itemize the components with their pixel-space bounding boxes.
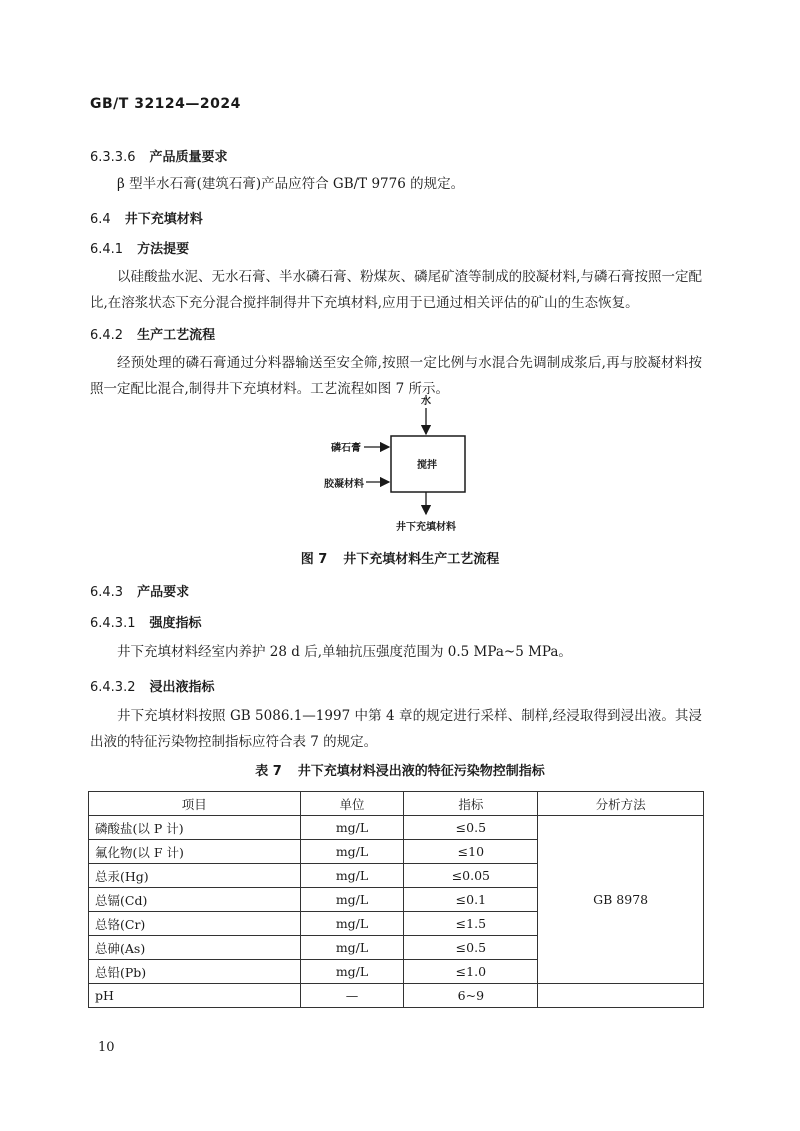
cell-item: 总铬(Cr) [89,912,301,936]
cell-unit: mg/L [300,816,404,840]
paragraph-6-4-3-1: 井下充填材料经室内养护 28 d 后,单轴抗压强度范围为 0.5 MPa~5 MPa。 [117,644,572,660]
cell-item: 氟化物(以 F 计) [89,840,301,864]
table-header-row [89,792,704,816]
pollutant-limits-table [88,791,704,1008]
standard-code: GB/T 32124—2024 [90,96,241,112]
section-number: 6.4.3.1 [90,616,136,631]
section-title: 产品质量要求 [149,150,228,165]
cell-unit: mg/L [300,864,404,888]
section-title: 井下充填材料 [124,212,203,227]
section-number: 6.4.2 [90,328,124,343]
cell-unit: mg/L [300,840,404,864]
cell-item: pH [89,984,301,1008]
page-number: 10 [98,1040,115,1055]
table-number: 表 7 [255,764,282,779]
cell-limit: ≤10 [404,840,538,864]
cell-limit: ≤0.5 [404,936,538,960]
section-heading-6-4-3 [90,581,189,600]
output-label: 井下充填材料 [396,522,456,533]
table-title: 井下充填材料浸出液的特征污染物控制指标 [297,764,545,779]
cell-item: 总汞(Hg) [89,864,301,888]
binder-label: 胶凝材料 [324,479,364,490]
header-unit: 单位 [300,792,404,816]
cell-limit: ≤1.5 [404,912,538,936]
paragraph-6-4-2: 经预处理的磷石膏通过分料器输送至安全筛,按照一定比例与水混合先调制成浆后,再与胶凝材料按照一定配比混合,制得井下充填材料。工艺流程如图 7 所示。 [90,355,702,397]
section-heading-6-4-1 [90,238,189,257]
cell-limit: ≤1.0 [404,960,538,984]
section-title: 产品要求 [137,585,190,600]
cell-item: 总镉(Cd) [89,888,301,912]
section-heading-6-4 [90,208,203,227]
section-title: 强度指标 [149,616,202,631]
phosphogypsum-label: 磷石膏 [331,443,361,454]
mixing-label: 搅拌 [417,460,437,471]
cell-limit: ≤0.1 [404,888,538,912]
figure-caption [0,548,800,567]
section-title: 方法提要 [137,242,190,257]
header-limit: 指标 [404,792,538,816]
cell-limit: ≤0.5 [404,816,538,840]
figure-title: 井下充填材料生产工艺流程 [343,552,500,567]
header-method: 分析方法 [538,792,704,816]
section-title: 浸出液指标 [149,680,215,695]
section-heading-6-4-2 [90,324,215,343]
cell-item: 磷酸盐(以 P 计) [89,816,301,840]
header-item: 项目 [89,792,301,816]
table-caption [0,760,800,779]
cell-limit: 6~9 [404,984,538,1008]
cell-item: 总铅(Pb) [89,960,301,984]
section-number: 6.4.1 [90,242,124,257]
section-heading-6-4-3-2 [90,676,215,695]
water-label: 水 [421,396,431,407]
cell-unit: — [300,984,404,1008]
section-title: 生产工艺流程 [137,328,216,343]
figure-number: 图 7 [300,552,328,567]
cell-limit: ≤0.05 [404,864,538,888]
paragraph-6-4-1: 以硅酸盐水泥、无水石膏、半水磷石膏、粉煤灰、磷尾矿渣等制成的胶凝材料,与磷石膏按照一定配比,在溶浆状态下充分混合搅拌制得井下充填材料,应用于已通过相关评估的矿山的生态恢复。 [90,269,702,311]
cell-unit: mg/L [300,888,404,912]
table-row [89,816,704,840]
cell-unit: mg/L [300,936,404,960]
cell-method: GB 8978 [538,816,704,984]
cell-item: 总砷(As) [89,936,301,960]
section-heading-6-4-3-1 [90,612,202,631]
table-row [89,984,704,1008]
section-number: 6.3.3.6 [90,150,136,165]
cell-method-empty [538,984,704,1008]
cell-unit: mg/L [300,960,404,984]
process-flow-diagram [0,390,800,540]
section-number: 6.4.3.2 [90,680,136,695]
section-heading-6-3-3-6 [90,146,228,165]
paragraph-6-4-3-2: 井下充填材料按照 GB 5086.1—1997 中第 4 章的规定进行采样、制样,经浸取得到浸出液。其浸出液的特征污染物控制指标应符合表 7 的规定。 [90,708,702,750]
section-number: 6.4 [90,212,111,227]
cell-unit: mg/L [300,912,404,936]
paragraph-6-3-3-6: β 型半水石膏(建筑石膏)产品应符合 GB/T 9776 的规定。 [117,176,465,192]
section-number: 6.4.3 [90,585,124,600]
